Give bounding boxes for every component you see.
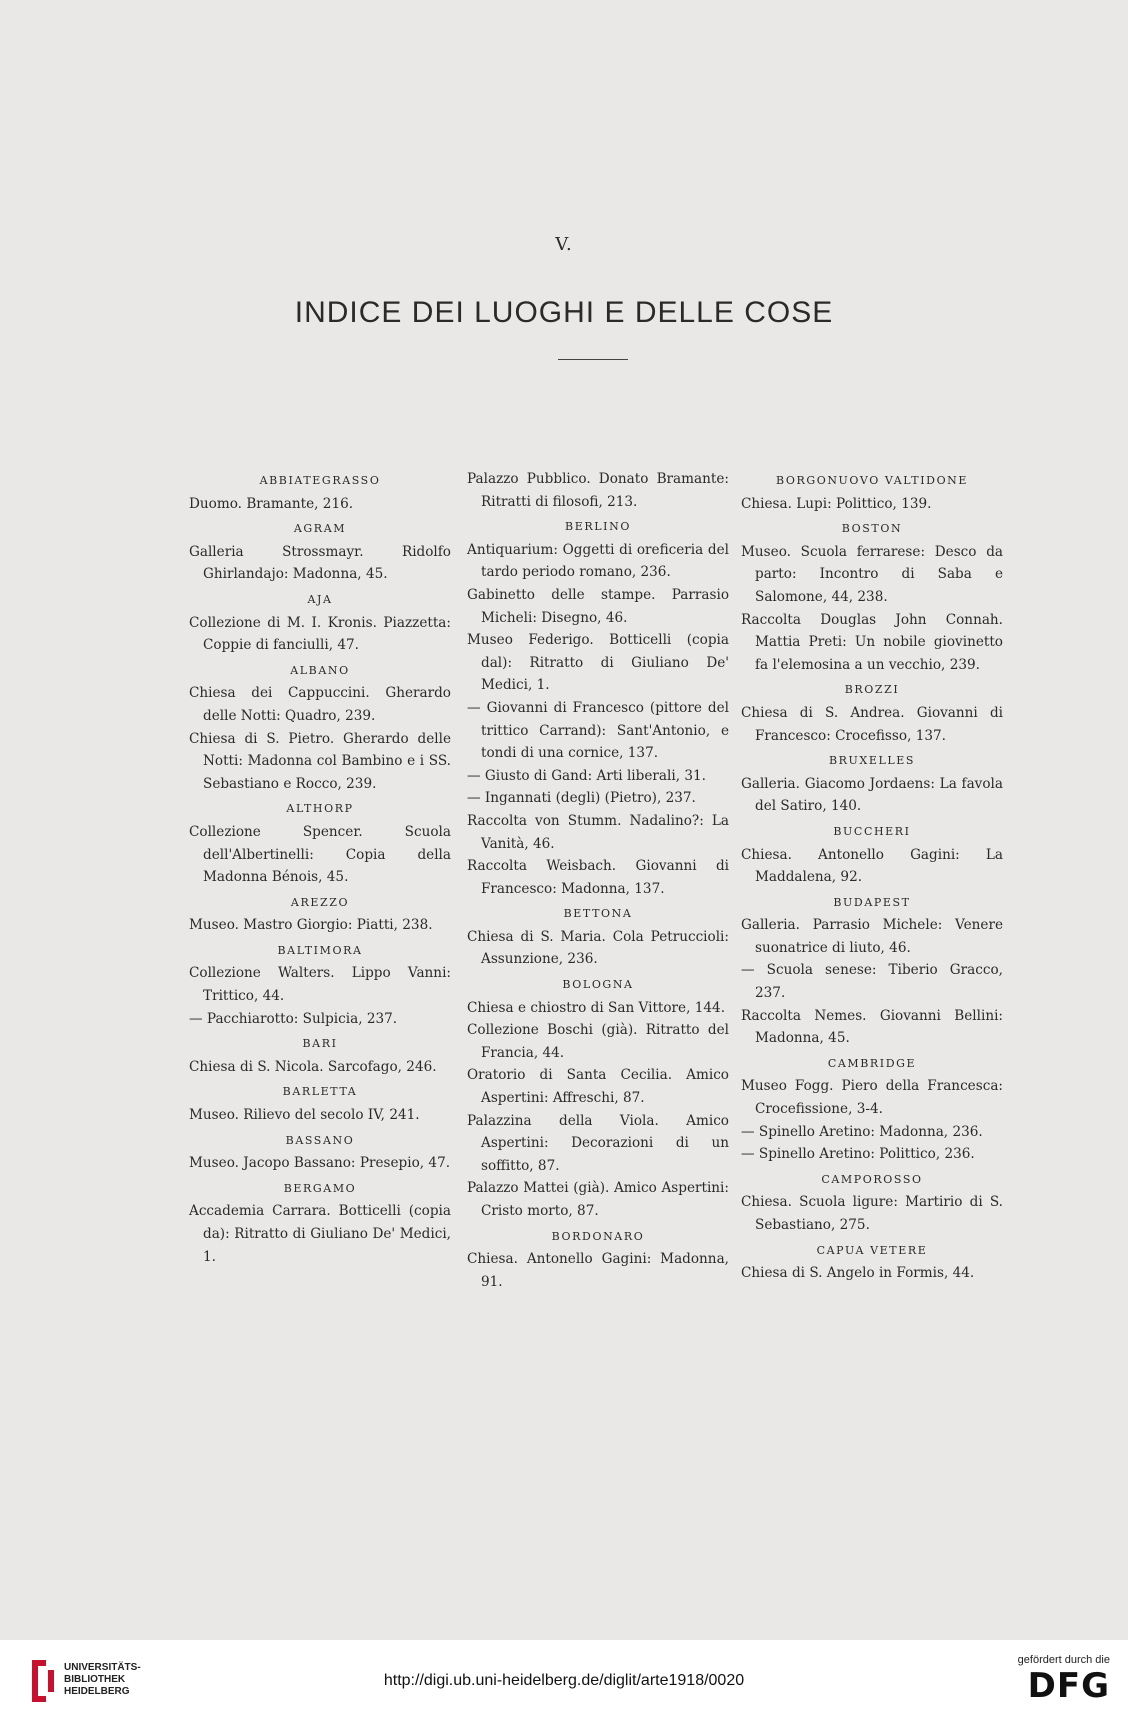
index-entry: — Spinello Aretino: Polittico, 236. — [741, 1146, 975, 1163]
index-entry: — Giovanni di Francesco (pittore del trittico Carrand): Sant'Antonio, e tondi di una cornice, 137. — [467, 699, 729, 762]
index-section — [189, 892, 451, 937]
place-heading: BOLOGNA — [562, 978, 634, 992]
index-entry: Museo Fogg. Piero della Francesca: Crocefissione, 3-4. — [741, 1078, 1003, 1118]
index-entry: Chiesa e chiostro di San Vittore, 144. — [467, 999, 726, 1016]
funding-notice — [990, 1654, 1110, 1706]
index-section — [189, 1178, 451, 1268]
index-column-2 — [467, 468, 729, 1296]
title-divider — [558, 359, 628, 360]
index-section — [741, 821, 1003, 889]
index-entry: Collezione Boschi (già). Ritratto del Francia, 44. — [467, 1022, 729, 1061]
index-entry: Museo. Jacopo Bassano: Presepio, 47. — [189, 1155, 451, 1172]
place-heading: BORGONUOVO VALTIDONE — [775, 474, 969, 487]
index-entry: Palazzina della Viola. Amico Aspertini: Decorazioni di un soffitto, 87. — [467, 1112, 729, 1174]
place-heading: BETTONA — [563, 907, 633, 921]
index-entry: — Giusto di Gand: Arti liberali, 31. — [467, 767, 706, 784]
place-heading: BUCCHERI — [833, 824, 911, 838]
index-entry: — Spinello Aretino: Madonna, 236. — [741, 1123, 983, 1140]
index-section — [741, 750, 1003, 818]
library-name-line: HEIDELBERG — [64, 1686, 130, 1697]
index-entry: Gabinetto delle stampe. Parrasio Micheli: Disegno, 46. — [467, 586, 729, 626]
index-section — [189, 660, 451, 796]
footer-bar — [0, 1640, 1128, 1724]
index-section — [467, 468, 729, 513]
dfg-logo: DFG — [1027, 1666, 1110, 1706]
index-entry: Collezione di M. I. Kronis. Piazzetta: Coppie di fanciulli, 47. — [189, 614, 451, 654]
index-entry: Raccolta Weisbach. Giovanni di Francesco: Madonna, 137. — [467, 858, 729, 897]
index-entry: Chiesa di S. Nicola. Sarcofago, 246. — [189, 1058, 437, 1075]
index-entry: Museo. Rilievo del secolo IV, 241. — [189, 1107, 420, 1124]
place-heading: BROZZI — [844, 683, 900, 697]
index-section — [189, 518, 451, 586]
index-entry: — Ingannati (degli) (Pietro), 237. — [467, 790, 696, 807]
index-section — [189, 589, 451, 657]
index-entry: Chiesa di S. Maria. Cola Petruccioli: Assunzione, 236. — [467, 928, 729, 968]
index-section — [741, 892, 1003, 1050]
index-entry: Collezione Spencer. Scuola dell'Albertinelli: Copia della Madonna Bénois, 45. — [189, 823, 451, 886]
place-heading: BERGAMO — [283, 1181, 357, 1195]
place-heading: BRUXELLES — [828, 754, 916, 768]
page-number: V. — [555, 234, 573, 255]
index-entry: Antiquarium: Oggetti di oreficeria del tardo periodo romano, 236. — [467, 541, 729, 581]
place-heading: AGRAM — [293, 522, 347, 536]
place-heading: ALBANO — [290, 663, 350, 677]
place-heading: AREZZO — [290, 895, 350, 909]
place-heading: BASSANO — [285, 1133, 355, 1147]
index-entry: Accademia Carrara. Botticelli (copia da): Ritratto di Giuliano De' Medici, 1. — [189, 1203, 451, 1265]
library-name-line: BIBLIOTHEK — [64, 1674, 126, 1685]
index-entry: Palazzo Pubblico. Donato Bramante: Ritratti di filosofi, 213. — [467, 471, 729, 510]
index-section — [189, 1033, 451, 1078]
index-section — [189, 798, 451, 888]
permalink-url[interactable]: http://digi.ub.uni-heidelberg.de/diglit/arte1918/0020 — [383, 1672, 745, 1689]
index-entry: Raccolta von Stumm. Nadalino?: La Vanità, 46. — [467, 812, 729, 852]
index-entry: Raccolta Nemes. Giovanni Bellini: Madonna, 45. — [741, 1007, 1003, 1047]
place-heading: BERLINO — [565, 520, 631, 534]
funding-label: gefördert durch die — [1017, 1654, 1110, 1666]
index-entry: Duomo. Bramante, 216. — [189, 495, 354, 512]
index-section — [189, 470, 451, 515]
index-entry: Galleria. Giacomo Jordaens: La favola del Satiro, 140. — [741, 775, 1003, 815]
index-entry: Museo. Scuola ferrarese: Desco da parto: Incontro di Saba e Salomone, 44, 238. — [741, 543, 1003, 605]
index-entry: Galleria Strossmayr. Ridolfo Ghirlandajo: Madonna, 45. — [189, 543, 451, 583]
index-section — [189, 1130, 451, 1175]
index-entry: Galleria. Parrasio Michele: Venere suonatrice di liuto, 46. — [741, 917, 1003, 956]
index-section — [467, 516, 729, 900]
place-heading: CAPUA VETERE — [816, 1243, 928, 1257]
place-heading: AJA — [307, 592, 333, 606]
index-entry: Chiesa di S. Angelo in Formis, 44. — [741, 1265, 975, 1282]
place-heading: ALTHORP — [286, 802, 354, 816]
index-section — [467, 974, 729, 1223]
index-entry: Raccolta Douglas John Connah. Mattia Preti: Un nobile giovinetto fa l'elemosina a un vecchio, 239. — [741, 611, 1003, 673]
index-section — [741, 679, 1003, 747]
page-title: INDICE DEI LUOGHI E DELLE COSE — [294, 296, 834, 329]
index-section — [467, 1226, 729, 1294]
place-heading: CAMBRIDGE — [827, 1056, 917, 1070]
place-heading: BOSTON — [841, 522, 903, 536]
index-entry: Palazzo Mattei (già). Amico Aspertini: Cristo morto, 87. — [467, 1180, 729, 1219]
index-entry: Chiesa dei Cappuccini. Gherardo delle Notti: Quadro, 239. — [189, 685, 451, 724]
index-entry: — Scuola senese: Tiberio Gracco, 237. — [741, 962, 1003, 1002]
index-entry: Oratorio di Santa Cecilia. Amico Aspertini: Affreschi, 87. — [467, 1067, 729, 1107]
index-entry: Chiesa. Antonello Gagini: La Maddalena, 92. — [741, 846, 1003, 886]
index-section — [189, 1081, 451, 1126]
index-entry: Chiesa. Antonello Gagini: Madonna, 91. — [467, 1251, 729, 1290]
index-entry: — Pacchiarotto: Sulpicia, 237. — [189, 1010, 398, 1027]
place-heading: CAMPOROSSO — [821, 1172, 923, 1186]
index-entry: Chiesa. Lupi: Polittico, 139. — [741, 495, 932, 512]
place-heading: BARLETTA — [282, 1085, 358, 1099]
index-column-1 — [189, 468, 451, 1271]
place-heading: BALTIMORA — [277, 943, 363, 957]
place-heading: ABBIATEGRASSO — [259, 474, 381, 487]
index-entry: Museo. Mastro Giorgio: Piatti, 238. — [189, 917, 433, 934]
index-section — [741, 1169, 1003, 1237]
index-section — [741, 1240, 1003, 1285]
index-entry: Collezione Walters. Lippo Vanni: Trittico, 44. — [189, 965, 451, 1005]
index-section — [467, 903, 729, 971]
index-entry: Chiesa di S. Andrea. Giovanni di Francesco: Crocefisso, 137. — [741, 704, 1003, 744]
index-section — [741, 470, 1003, 515]
index-entry: Chiesa. Scuola ligure: Martirio di S. Sebastiano, 275. — [741, 1194, 1003, 1233]
place-heading: BARI — [302, 1037, 338, 1051]
place-heading: BORDONARO — [551, 1229, 645, 1243]
index-section — [741, 1053, 1003, 1166]
index-section — [189, 940, 451, 1030]
index-column-3 — [741, 468, 1003, 1288]
place-heading: BUDAPEST — [833, 895, 911, 909]
index-entry: Museo Federigo. Botticelli (copia dal): Ritratto di Giuliano De' Medici, 1. — [467, 632, 729, 694]
index-entry: Chiesa di S. Pietro. Gherardo delle Notti: Madonna col Bambino e i SS. Sebastiano e Rocco, 239. — [189, 730, 451, 792]
library-name-line: UNIVERSITÄTS- — [64, 1662, 141, 1673]
index-section — [741, 518, 1003, 676]
